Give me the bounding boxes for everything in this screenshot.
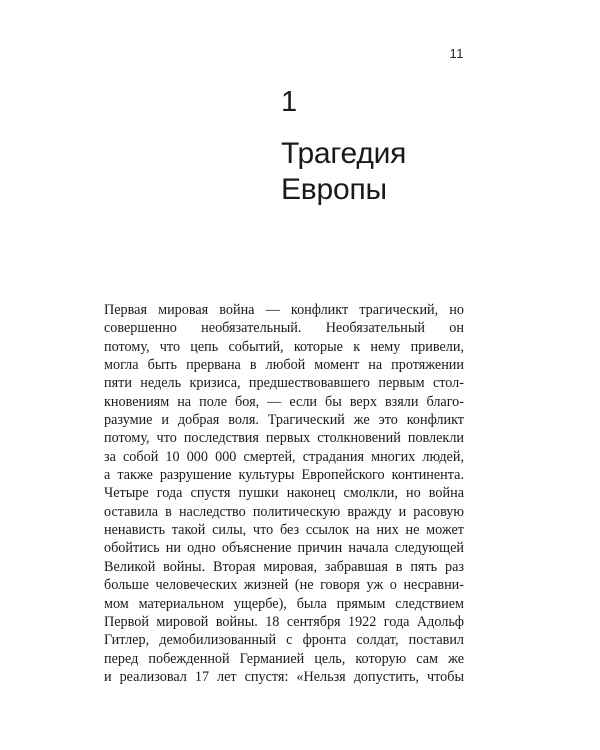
text-line: могла быть прервана в любой момент на протяжении [104, 357, 464, 374]
text-line: оставила в наследство политическую вражду и расовую [104, 503, 464, 520]
chapter-title [281, 136, 406, 208]
text-line: Первой мировой войны. 18 сентября 1922 года Адольф [104, 613, 464, 630]
page-number: 11 [449, 46, 464, 61]
chapter-heading [281, 84, 406, 208]
text-line: и реализовал 17 лет спустя: «Нельзя допустить, чтобы [104, 668, 464, 685]
text-line: разумие и добрая воля. Трагический же это конфликт [104, 412, 464, 429]
text-line: пяти недель кризиса, предшествовавшего первым стол- [104, 375, 464, 392]
text-line: Первая мировая война — конфликт трагический, но [104, 302, 464, 318]
text-line: обойтись ни одно объяснение причин начала следующей [104, 540, 464, 557]
chapter-title-line: Трагедия [281, 137, 407, 170]
text-line: потому, что цепь событий, которые к нему привели, [104, 338, 464, 355]
text-line: мом материальном ущербе), была прямым следствием [104, 595, 464, 612]
text-line: Четыре года спустя пушки наконец смолкли, но война [104, 485, 464, 502]
text-line: Великой войны. Вторая мировая, забравшая в пять раз [104, 558, 464, 575]
text-line: совершенно необязательный. Необязательный он [104, 320, 464, 337]
text-line: кновениям на поле боя, — если бы верх взяли благо- [104, 393, 464, 410]
text-line: а также разрушение культуры Европейского континента. [104, 467, 464, 484]
chapter-number: 1 [281, 86, 298, 118]
text-line: перед побежденной Германией цель, которую сам же [104, 650, 464, 667]
text-line: Гитлер, демобилизованный с фронта солдат, поставил [104, 632, 464, 649]
body-text [104, 301, 464, 686]
text-line: за собой 10 000 000 смертей, страдания многих людей, [104, 448, 464, 465]
text-line: больше человеческих жизней (не говоря уж о несравни- [104, 577, 464, 594]
text-line: ненависть такой силы, что без ссылок на них не может [104, 522, 464, 539]
chapter-title-line: Европы [281, 173, 387, 206]
text-line: потому, что последствия первых столкновений повлекли [104, 430, 464, 447]
